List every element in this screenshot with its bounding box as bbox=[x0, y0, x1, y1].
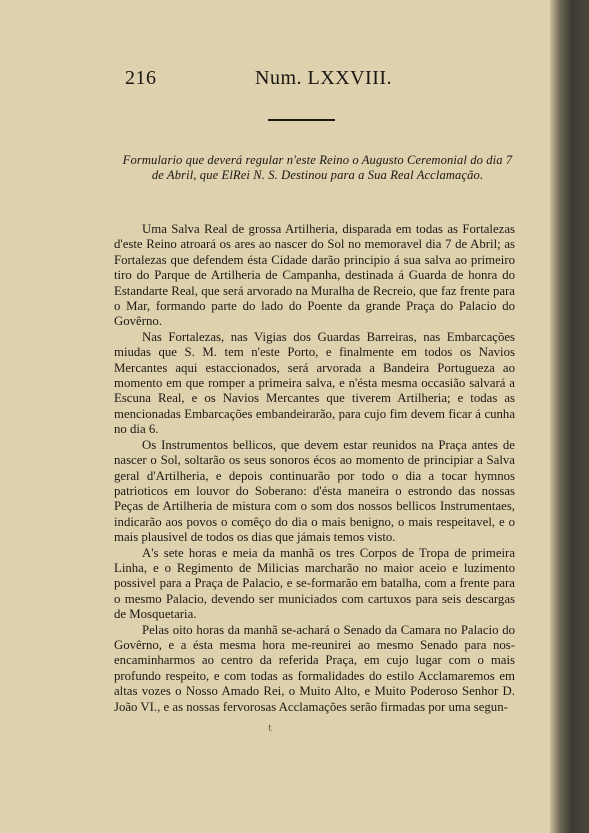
paragraph: Pelas oito horas da manhã se-achará o Senado da Camara no Palacio do Govêrno, e a ésta mesma hora me-reunirei ao mesmo Senado para nos-encaminharmos ao centro da referida Praça, em cujo lugar com o mais profundo respeito, e com todas as formalidades do estilo Acclamaremos em altas vozes o Nosso Amado Rei, o Muito Alto, e Muito Poderoso Senhor D. João VI., e as nossas fervorosas Acclamações serão firmadas por uma segun- bbox=[114, 622, 515, 714]
page-number: 216 bbox=[125, 67, 157, 89]
section-heading: Formulario que deverá regular n'este Reino o Augusto Ceremonial do dia 7 de Abril, que ElRei N. S. Destinou para a Sua Real Acclamação. bbox=[122, 153, 513, 182]
title-rule bbox=[268, 119, 335, 121]
page-header bbox=[125, 66, 505, 90]
footer-mark: t bbox=[268, 724, 272, 734]
paragraph: Nas Fortalezas, nas Vigias dos Guardas Barreiras, nas Embarcações miudas que S. M. tem n'este Porto, e finalmente em todos os Navios Mercantes aqui estaccionados, será arvorada a Bandeira Portugueza ao momento em que romper a primeira salva, e n'ésta mesma occasião salvará a Escuna Real, e os Navios Mercantes que tiverem Artilheria; e todas as mencionadas Embarcações embandeirarão, para cujo fim devem ficar á cunha no dia 6. bbox=[114, 329, 515, 437]
body-text bbox=[114, 222, 515, 715]
binding-gutter bbox=[550, 0, 589, 833]
running-title: Num. LXXVIII. bbox=[255, 67, 393, 89]
paragraph: Os Instrumentos bellicos, que devem estar reunidos na Praça antes de nascer o Sol, soltarão os seus sonoros écos ao momento de principiar a Salva geral d'Artilheria, e depois continuarão por todo o dia a tocar hymnos patrioticos em louvor do Soberano: d'ésta maneira o estrondo das nossas Peças de Artilheria de mistura com o som dos nossos bellicos Instrumentaes, indicarão aos povos o comêço do dia o mais benigno, o mais respeitavel, e o mais plausivel de todos os dias que jámais temos visto. bbox=[114, 437, 515, 545]
paragraph: A's sete horas e meia da manhã os tres Corpos de Tropa de primeira Linha, e o Regimento de Milicias marcharão no maior aceio e luzimento possivel para a Praça de Palacio, e se-formarão em batalha, com a frente para o mesmo Palacio, devendo ser municiados com cartuxos para seis descargas de Mosquetaria. bbox=[114, 545, 515, 622]
paragraph: Uma Salva Real de grossa Artilheria, disparada em todas as Fortalezas d'este Reino atroará os ares ao nascer do Sol no memoravel dia 7 de Abril; as Fortalezas que defendem ésta Cidade darão principio á sua salva ao primeiro tiro do Parque de Artilheria de Campanha, destinada á Guarda de honra do Estandarte Real, que será arvorado na Muralha de Recreio, que faz frente para o Mar, formando parte do lado do Poente da grande Praça do Palacio do Govêrno. bbox=[114, 222, 515, 329]
